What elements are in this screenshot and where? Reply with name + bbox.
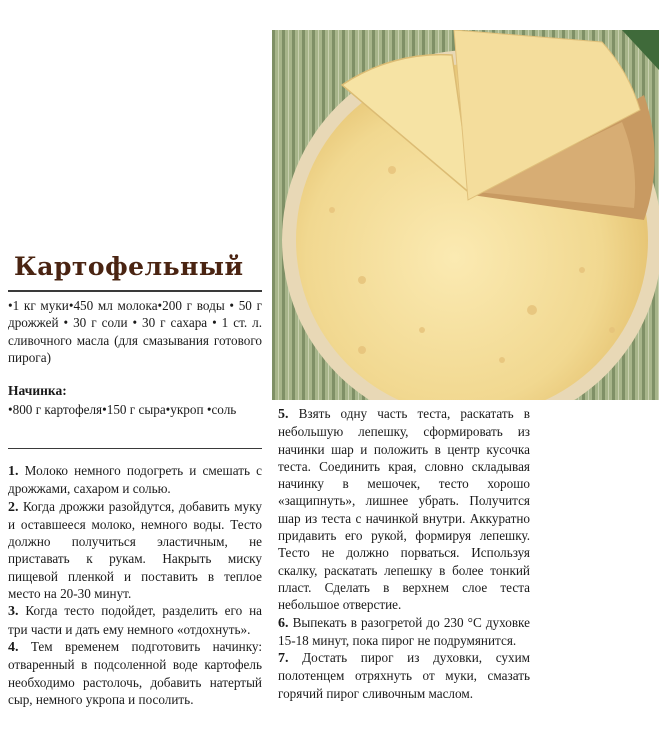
steps-column-left [8, 462, 262, 708]
steps-column-right [278, 405, 530, 702]
step: 2. Когда дрожжи разойдутся, добавить муку и оставшееся молоко, немного воды. Тесто должно получиться эластичным, не приставать к рукам. Накрыть миску пищевой пленкой и поставить в теплое место на 20-30 минут. [8, 498, 263, 602]
ingredients-list: •1 кг муки•450 мл молока•200 г воды • 50 г дрожжей • 30 г соли • 30 г сахара • 1 ст. л. сливочного масла (для смазывания готового пирога) [8, 298, 262, 365]
section-divider [8, 448, 262, 449]
title-divider [8, 290, 262, 292]
step: 4. Тем временем подготовить начинку: отваренный в подсоленной воде картофель необходимо растолочь, добавить натертый сыр, немного укропа и посолить. [8, 638, 263, 707]
pie-illustration [272, 30, 659, 400]
filling-heading: Начинка: [8, 383, 67, 398]
step: 3. Когда тесто подойдет, разделить его на три части и дать ему немного «отдохнуть». [8, 603, 263, 637]
step: 5. Взять одну часть теста, раскатать в небольшую лепешку, сформировать из начинки шар и положить в центр кусочка теста. Соединить края, словно складывая начинку в мешочек, тесто хорошо «защипнуть», лишнее убрать. Получится шар из теста с начинкой внутри. Аккуратно придавить его рукой, формируя лепешку. Тесто не должно порваться. Используя скалку, раскатать лепешку в более тонкий пласт. Сделать в верхнем слое теста небольшое отверстие. [278, 406, 531, 613]
recipe-title: Картофельный [14, 252, 244, 281]
step: 1. Молоко немного подогреть и смешать с дрожжами, сахаром и солью. [8, 463, 262, 497]
filling-list: •800 г картофеля•150 г сыра•укроп •соль [8, 402, 237, 417]
step: 6. Выпекать в разогретой до 230 °С духовке 15-18 минут, пока пирог не подрумянится. [278, 614, 530, 648]
step: 7. Достать пирог из духовки, сухим полотенцем отряхнуть от муки, смазать горячий пирог сливочным маслом. [278, 650, 530, 701]
pie-photo [272, 30, 659, 400]
